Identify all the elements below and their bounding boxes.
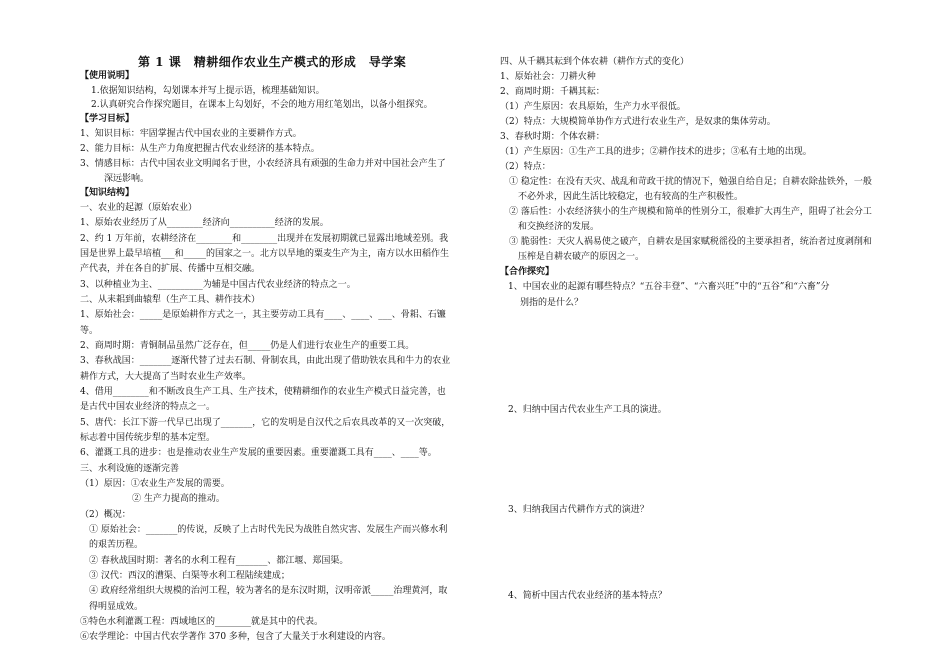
structure-line: ② 春秋战国时期：著名的水利工程有_______、都江堰、郑国渠。 bbox=[89, 556, 349, 566]
question-3: 3、归纳我国古代耕作方式的演进？ bbox=[508, 505, 649, 515]
structure-line: 5、唐代：长江下游一代早已出现了_______，它的发明是自汉代之后农具改革的又一次突破， bbox=[80, 418, 451, 428]
structure-line: 3、春秋战国：_______逐渐代替了过去石制、骨制农具，由此出现了借助铁农具和牛力的农业 bbox=[80, 356, 451, 366]
section4-line: （1）产生原因：农具原始，生产力水平很低。 bbox=[500, 102, 686, 112]
structure-line: 等。 bbox=[80, 326, 99, 336]
usage-line: 1.依据知识结构，勾划课本并写上提示语，梳理基础知识。 bbox=[91, 86, 325, 96]
question-4: 4、简析中国古代农业经济的基本特点？ bbox=[508, 591, 667, 601]
section4-line: ② 落后性：小农经济狭小的生产规模和简单的性别分工，很难扩大再生产，阻碍了社会分工 bbox=[509, 207, 872, 217]
goal-line: 深远影响。 bbox=[104, 174, 150, 184]
structure-line: 得明显成效。 bbox=[89, 602, 144, 612]
structure-line: 是古代中国农业经济的特点之一。 bbox=[80, 402, 216, 412]
question-1-cont: 别指的是什么？ bbox=[520, 298, 584, 308]
goals-header: 【学习目标】 bbox=[80, 114, 135, 124]
section4-line: 压榨是自耕农破产的原因之一。 bbox=[518, 252, 645, 262]
section4-line: （2）特点： bbox=[500, 162, 551, 172]
section4-line: （2）特点：大规模简单协作方式进行农业生产，是奴隶的集体劳动。 bbox=[500, 117, 776, 127]
structure-line: 标志着中国传统步犁的基本定型。 bbox=[80, 433, 216, 443]
structure-line: ③ 汉代：西汉的漕渠、白渠等水利工程陆续建成； bbox=[89, 571, 290, 581]
structure-line: （1）原因：①农业生产发展的需要。 bbox=[80, 479, 230, 489]
structure-line: 二、从耒耜到曲辕犁（生产工具、耕作技术） bbox=[80, 295, 261, 305]
page-title: 第 1 课 精耕细作农业生产模式的形成 导学案 bbox=[138, 55, 407, 69]
section4-line: 和交换经济的发展。 bbox=[518, 222, 600, 232]
section4-line: （1）产生原因：①生产工具的进步；②耕作技术的进步；③私有土地的出现。 bbox=[500, 147, 812, 157]
section4-line: 四、从千耦其耘到个体农耕（耕作方式的变化） bbox=[500, 57, 690, 67]
section4-line: 2、商周时期：千耦其耘： bbox=[500, 87, 605, 97]
structure-line: 3、以种植业为主、__________为辅是中国古代农业经济的特点之一。 bbox=[80, 280, 356, 290]
section4-line: 1、原始社会：刀耕火种 bbox=[500, 72, 596, 82]
section4-line: 3、春秋时期：个体农耕： bbox=[500, 132, 605, 142]
structure-line: ④ 政府经常组织大规模的治河工程，较为著名的是东汉时期，汉明帝派_____治理黄河，取 bbox=[89, 586, 448, 596]
usage-line: 2.认真研究合作探究题目，在课本上勾划好，不会的地方用红笔划出，以备小组探究。 bbox=[91, 100, 433, 110]
question-1: 1、中国农业的起源有哪些特点？“五谷丰登”、“六畜兴旺”中的“五谷”和“六畜”分 bbox=[508, 282, 830, 292]
structure-line: 1、原始社会：_____是原始耕作方式之一，其主要劳动工具有____、____、___、骨耜、石镰 bbox=[80, 310, 446, 320]
structure-header: 【知识结构】 bbox=[80, 188, 135, 198]
goal-line: 2、能力目标：从生产力角度把握古代农业经济的基本特点。 bbox=[80, 144, 320, 154]
usage-header: 【使用说明】 bbox=[80, 71, 135, 81]
question-2: 2、归纳中国古代农业生产工具的演进。 bbox=[508, 405, 667, 415]
structure-line: ⑥农学理论：中国古代农学著作 370 多种，包含了大量关于水利建设的内容。 bbox=[80, 632, 391, 642]
structure-line: 三、水利设施的逐渐完善 bbox=[80, 464, 180, 474]
structure-line: 产代表，并在各自的扩展、传播中互相交融。 bbox=[80, 264, 261, 274]
goal-line: 3、情感目标：古代中国农业文明闻名于世，小农经济具有顽强的生命力并对中国社会产生了 bbox=[80, 159, 446, 169]
section4-line: ③ 脆弱性：天灾人祸易使之破产，自耕农是国家赋税徭役的主要承担者，统治者过度剥削和 bbox=[509, 237, 872, 247]
structure-line: 国是世界上最早培植___和_____的国家之一。北方以旱地的粟麦生产为主，南方以水田稻作生 bbox=[80, 249, 450, 259]
structure-line: （2）概况： bbox=[80, 510, 131, 520]
structure-line: 的艰苦历程。 bbox=[89, 540, 144, 550]
structure-line: 一、农业的起源（原始农业） bbox=[80, 203, 198, 213]
goal-line: 1、知识目标：牢固掌握古代中国农业的主要耕作方式。 bbox=[80, 129, 302, 139]
structure-line: 4、借用________和不断改良生产工具、生产技术，使精耕细作的农业生产模式日益完善，也 bbox=[80, 387, 446, 397]
structure-line: ② 生产力提高的推动。 bbox=[132, 494, 225, 504]
structure-line: 耕作方式，大大提高了当时农业生产效率。 bbox=[80, 372, 252, 382]
structure-line: 1、原始农业经历了从________经济向__________经济的发展。 bbox=[80, 218, 329, 228]
structure-line: 6、灌溉工具的进步：也是推动农业生产发展的重要因素。重要灌溉工具有____、____等。 bbox=[80, 448, 437, 458]
structure-line: 2、约 1 万年前，农耕经济在________和________出现并在发展初期就已显露出地域差别。我 bbox=[80, 234, 449, 244]
section4-line: ① 稳定性：在没有天灾、战乱和苛政干扰的情况下，勉强自给自足；自耕农除盐铁外，一般 bbox=[509, 177, 872, 187]
section4-line: 不必外求，因此生活比较稳定，也有较高的生产积极性。 bbox=[518, 192, 744, 202]
structure-line: ① 原始社会：_______的传说，反映了上古时代先民为战胜自然灾害、发展生产而兴修水利 bbox=[89, 525, 448, 535]
structure-line: 2、商周时期：青铜制品虽然广泛存在，但_____仍是人们进行农业生产的重要工具。 bbox=[80, 341, 415, 351]
structure-line: ⑤特色水利灌溉工程：西域地区的________就是其中的代表。 bbox=[80, 617, 324, 627]
coop-header: 【合作探究】 bbox=[500, 267, 555, 277]
